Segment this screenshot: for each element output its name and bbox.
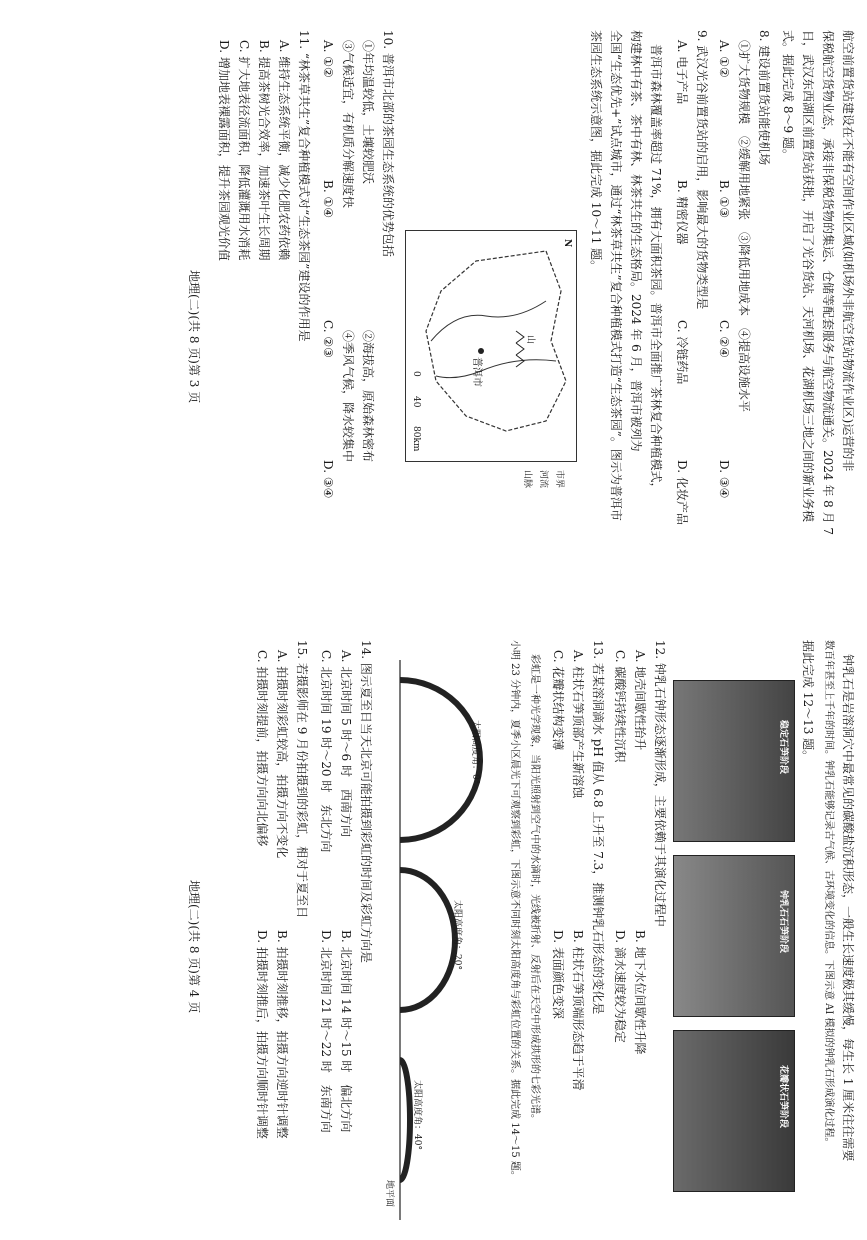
q13-option-d: D. 表面颜色变深 — [551, 930, 565, 1019]
city-dot — [478, 348, 484, 354]
q9-option-d: D. 化妆产品 — [675, 460, 689, 525]
q15-option-d: D. 拍摄时刻推后，拍摄方向顺时针调整 — [255, 930, 269, 1139]
q10-option-a: A. ①② — [321, 40, 335, 78]
q13-option-b: B. 柱状石笋顶端形态趋于平滑 — [571, 930, 585, 1091]
q15-option-b: B. 拍摄时刻推移，拍摄方向逆时针调整 — [275, 930, 289, 1139]
q12-option-b: B. 地下水位间歇性升降 — [633, 930, 647, 1055]
photo-stage-2 — [673, 855, 795, 1017]
scale-40: 40 — [411, 396, 421, 408]
q10-item-4: ④季风气候，降水较集中 — [341, 330, 355, 463]
rainbow-arc-1 — [400, 680, 480, 840]
q11-option-a: A. 维持生态系统平衡，减少化肥农药依赖 — [277, 40, 291, 261]
rainbow-diagram — [385, 660, 495, 1220]
city-label: 普洱市 — [471, 357, 482, 387]
q8-stem: 8. 建设前置货站能使机场 — [757, 30, 771, 166]
photo-caption-1: 稳定石笋阶段 — [778, 720, 788, 775]
q8-option-d: D. ③④ — [717, 460, 731, 499]
photo-caption-2: 钟乳石石笋阶段 — [778, 890, 788, 954]
passage2-line-1: 普洱市森林覆盖率超过 71%，拥有大面积茶园。普洱市全面推广茶林复合种植模式， — [649, 44, 663, 495]
q11-stem: 11. “林茶草共生”复合种植模式对“生态茶园”建设的作用是 — [297, 30, 311, 342]
q13-option-a: A. 柱状石笋顶部产生新溶蚀 — [571, 650, 585, 799]
q10-item-3: ③气候适宜，有机质分解速度快 — [341, 40, 355, 209]
scale-80: 80km — [411, 426, 421, 452]
q10-item-1: ①年均温较低，土壤较肥沃 — [361, 40, 375, 185]
q14-stem: 14. 图示夏至日当天北京可能拍摄到彩虹的时间及彩虹方向是 — [359, 640, 373, 963]
q12-stem: 12. 钟乳石钟形态逐渐形成，主要依赖于其演化过程中 — [653, 640, 667, 927]
passage2-line-2: 构建林中有茶、茶中有林、林茶共生的生态格局。2024 年 6 月，普洱市被列为 — [629, 30, 643, 452]
q14-option-b: B. 北京时间 14 时～15 时 偏北方向 — [339, 930, 353, 1133]
legend-boundary: 市界 — [554, 470, 564, 489]
map-drawing — [406, 231, 576, 461]
r-intro-line-1: 钟乳石是岩溶洞穴中最常见的碳酸盐沉积形态，一般生长速度极其缓慢，每生长 1 厘米往往需要 — [841, 654, 855, 1162]
rainbow-arc-2 — [400, 870, 455, 1010]
diagram-label-3: 太阳高度角：40° — [412, 1080, 422, 1150]
puer-map — [405, 230, 577, 462]
scale-0: 0 — [411, 371, 421, 377]
r-intro-line-3: 据此完成 12～13 题。 — [801, 640, 815, 763]
intro-line-4: 式。据此完成 8～9 题。 — [781, 30, 795, 161]
q10-item-2: ②海拔高，原始森林密布 — [361, 330, 375, 463]
page-3-footer: 地理(二)(共 8 页)第 3 页 — [187, 270, 201, 404]
passage2-line-4: 茶园生态系统示意图，据此完成 10～11 题。 — [589, 30, 603, 273]
q9-option-a: A. 电子产品 — [675, 40, 689, 105]
page-4-footer: 地理(二)(共 8 页)第 4 页 — [187, 880, 201, 1014]
q9-option-c: C. 冷链药品 — [675, 320, 689, 385]
r-intro-line-2: 数百年甚至上千年的时间。钟乳石能够记录古气候、古环境变化的信息。下图示意 AI 模拟的钟乳石形成演化过程。 — [823, 640, 834, 1148]
q14-option-c: C. 北京时间 19 时～20 时 东北方向 — [319, 650, 333, 853]
legend-mountain: 山脉 — [522, 470, 532, 489]
q12-option-d: D. 滴水速度较为稳定 — [613, 930, 627, 1043]
q11-option-c: C. 扩大地表径流面积，降低灌溉用水消耗 — [237, 40, 251, 261]
diagram-label-1: 太阳高度角：0° — [470, 720, 480, 785]
page-3 — [0, 30, 867, 630]
q8-option-a: A. ①② — [717, 40, 731, 78]
q12-option-c: C. 碳酸钙持续性沉积 — [613, 650, 627, 763]
passage3-line-2: 小明 23 分钟内，夏季小区晨光下可观察到彩虹，下图示意不同时刻太阳高度角与彩虹位置的关系。据此完成 14～15 题。 — [509, 640, 520, 1181]
mountain-label: 山 — [525, 335, 535, 345]
north-arrow: N — [562, 239, 572, 248]
q9-stem: 9. 武汉光谷前置货站的启用，影响最大的货物类型是 — [695, 30, 709, 310]
intro-line-2: 保税航空货物业态，承接非保税货物的集运、仓储等配套服务与航空物流通关。2024 年 8 月 7 — [821, 30, 835, 536]
q9-option-b: B. 精密仪器 — [675, 180, 689, 245]
photo-caption-3: 花瓣状石笋阶段 — [778, 1065, 788, 1129]
q8-option-c: C. ②④ — [717, 320, 731, 358]
q15-option-a: A. 拍摄时刻彩虹较高，拍摄方向不变化 — [275, 650, 289, 859]
photo-stage-1 — [673, 680, 795, 842]
mountain-symbol — [516, 331, 524, 367]
rainbow-arc-3 — [400, 1060, 410, 1180]
q8-option-b: B. ①③ — [717, 180, 731, 218]
q11-option-b: B. 提高茶树光合效率，加速茶叶生长周期 — [257, 40, 271, 261]
legend-river: 河流 — [538, 470, 548, 489]
passage3-line-1: 彩虹是一种光学现象，当阳光照射到空气中的水滴时，光线被折射、反射后在天空中形成拱形的七彩光谱。 — [529, 654, 540, 1124]
q14-option-a: A. 北京时间 5 时～6 时 西南方向 — [339, 650, 353, 838]
diagram-label-2: 太阳高度角：20° — [452, 900, 462, 970]
page-4 — [0, 640, 867, 1240]
passage2-line-3: 全国“生态优先+”试点城市，通过“林茶草共生”复合种植模式打造“生态茶园”。图示为普洱市 — [609, 30, 623, 521]
q14-option-d: D. 北京时间 21 时～22 时 东南方向 — [319, 930, 333, 1133]
q8-items: ①扩大货物规模 ②缓解用地紧张 ③降低用地成本 ④提高设施水平 — [737, 40, 751, 413]
q15-stem: 15. 若摄影师在 9 月份拍摄到的彩虹，相对于夏至日 — [295, 640, 309, 919]
intro-line-1: 航空前置货站建设在不能有空间作业区域(如机场外非航空货站物流作业区)运营的非 — [841, 30, 855, 472]
q10-stem: 10. 普洱市北部的茶园生态系统的优势包括 — [381, 30, 395, 257]
q10-option-c: C. ②③ — [321, 320, 335, 358]
q15-option-c: C. 拍摄时刻提前，拍摄方向向北偏移 — [255, 650, 269, 847]
q10-option-b: B. ①④ — [321, 180, 335, 218]
photo-stage-3 — [673, 1030, 795, 1192]
intro-line-3: 日，武汉东西湖区前置货站获批，开启了光谷货站、天河机场、花湖机场三地之间的新业务模 — [801, 30, 815, 523]
q13-stem: 13. 若某溶洞滴水 pH 值从 6.8 上升至 7.3，推测钟乳石形态的变化是 — [591, 640, 605, 1015]
q13-option-c: C. 花瓣状结构变薄 — [551, 650, 565, 751]
city-boundary — [426, 251, 566, 431]
q12-option-a: A. 地壳间歇性抬升 — [633, 650, 647, 751]
q11-option-d: D. 增加地表裸露面积，提升茶园观光价值 — [217, 40, 231, 261]
q10-option-d: D. ③④ — [321, 460, 335, 499]
ground-label: 地平面 — [384, 1180, 394, 1208]
river-2 — [436, 360, 556, 378]
